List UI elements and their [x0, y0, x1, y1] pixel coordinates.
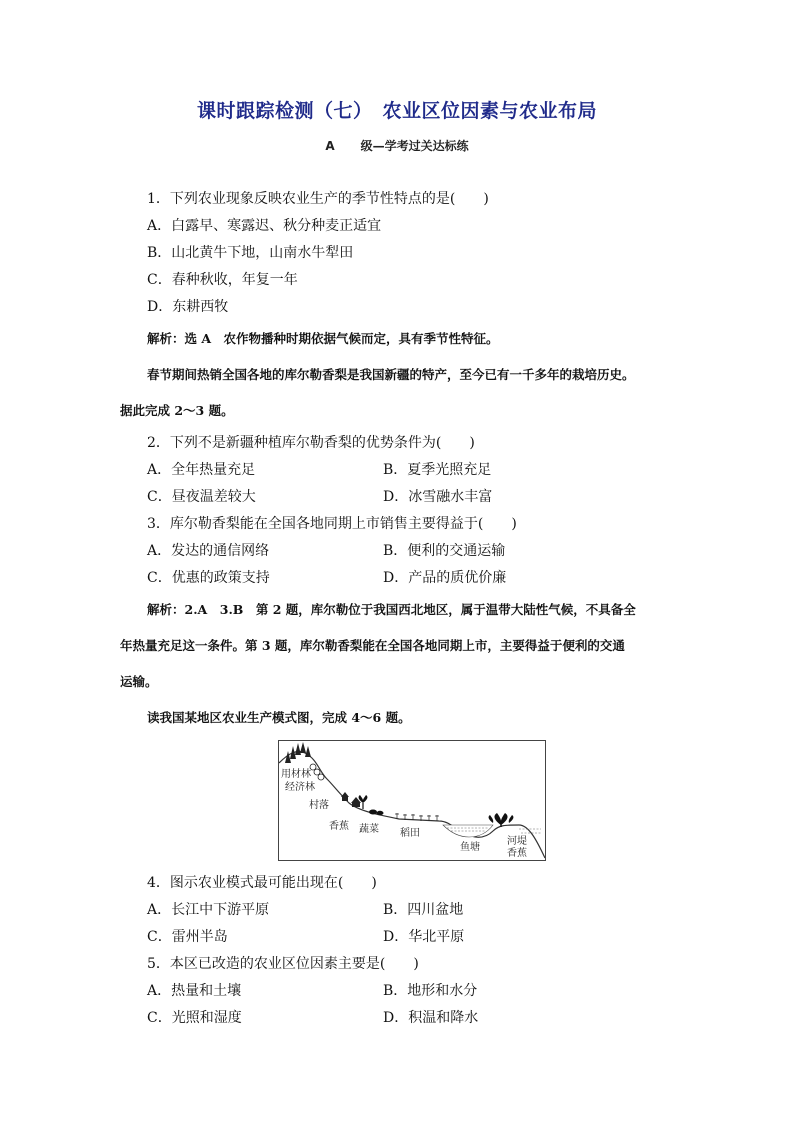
question-5-option-a: A．热量和土壤 — [147, 983, 242, 999]
question-1-option-c: C．春种秋收，年复一年 — [147, 272, 298, 288]
section-heading — [0, 137, 794, 154]
question-4-option-c: C．雷州半岛 — [147, 929, 228, 945]
question-5-option-d: D．积温和降水 — [383, 1010, 479, 1026]
question-4-stem: 4．图示农业模式最可能出现在( ) — [147, 875, 377, 891]
analysis-2-3-line-2: 年热量充足这一条件。第 3 题，库尔勒香梨能在全国各地同期上市，主要得益于便利的交通 — [120, 638, 625, 653]
label-levee-banana: 香蕉 — [507, 848, 527, 859]
label-economic-forest: 经济林 — [285, 782, 315, 793]
question-5-stem: 5．本区已改造的农业区位因素主要是( ) — [147, 956, 419, 972]
label-paddy: 稻田 — [400, 828, 420, 839]
question-3-option-c: C．优惠的政策支持 — [147, 570, 270, 586]
level-text: 级—学考过关达标练 — [360, 139, 469, 153]
analysis-2-3-line-1: 解析：2.A 3.B 第 2 题，库尔勒位于我国西北地区，属于温带大陆性气候，不具备全 — [147, 602, 636, 617]
fish-pond-water — [443, 825, 493, 837]
page-title: 课时跟踪检测（七） 农业区位因素与农业布局 — [196, 100, 597, 122]
question-1-option-a: A．白露早、寒露迟、秋分种麦正适宜 — [147, 218, 382, 234]
question-2-stem: 2．下列不是新疆种植库尔勒香梨的优势条件为( ) — [147, 435, 475, 451]
label-levee: 河堤 — [507, 836, 527, 847]
question-3-option-a: A．发达的通信网络 — [147, 543, 270, 559]
conifer-trees-icon — [285, 742, 311, 763]
question-1-analysis: 解析：选 A 农作物播种时期依据气候而定，具有季节性特征。 — [147, 331, 499, 346]
analysis-2-3-line-3: 运输。 — [120, 674, 158, 689]
question-3-stem: 3．库尔勒香梨能在全国各地同期上市销售主要得益于( ) — [147, 516, 517, 532]
context-4-6: 读我国某地区农业生产模式图，完成 4～6 题。 — [147, 710, 411, 725]
question-5-option-b: B．地形和水分 — [383, 983, 478, 999]
question-4-option-b: B．四川盆地 — [383, 902, 464, 918]
question-1-stem: 1．下列农业现象反映农业生产的季节性特点的是( ) — [147, 191, 489, 207]
question-2-option-b: B．夏季光照充足 — [383, 462, 492, 478]
question-1-option-b: B．山北黄牛下地，山南水牛犁田 — [147, 245, 354, 261]
agriculture-model-figure — [278, 740, 546, 861]
question-3-option-b: B．便利的交通运输 — [383, 543, 506, 559]
agriculture-model-diagram — [279, 741, 545, 860]
question-1-option-d: D．东耕西牧 — [147, 299, 229, 315]
label-timber-forest: 用材林 — [281, 769, 311, 780]
label-fishpond: 鱼塘 — [460, 842, 480, 853]
question-2-option-a: A．全年热量充足 — [147, 462, 256, 478]
question-4-option-a: A．长江中下游平原 — [147, 902, 270, 918]
level-letter: A — [325, 139, 335, 153]
label-village: 村落 — [309, 800, 329, 811]
question-3-option-d: D．产品的质优价廉 — [383, 570, 507, 586]
label-vegetable: 蔬菜 — [359, 824, 379, 835]
context-2-3-line-2: 据此完成 2～3 题。 — [120, 403, 234, 418]
question-4-option-d: D．华北平原 — [383, 929, 465, 945]
question-2-option-d: D．冰雪融水丰富 — [383, 489, 493, 505]
context-2-3-line-1: 春节期间热销全国各地的库尔勒香梨是我国新疆的特产，至今已有一千多年的栽培历史。 — [147, 367, 635, 382]
question-5-option-c: C．光照和湿度 — [147, 1010, 242, 1026]
question-2-option-c: C．昼夜温差较大 — [147, 489, 256, 505]
label-banana: 香蕉 — [329, 821, 349, 832]
